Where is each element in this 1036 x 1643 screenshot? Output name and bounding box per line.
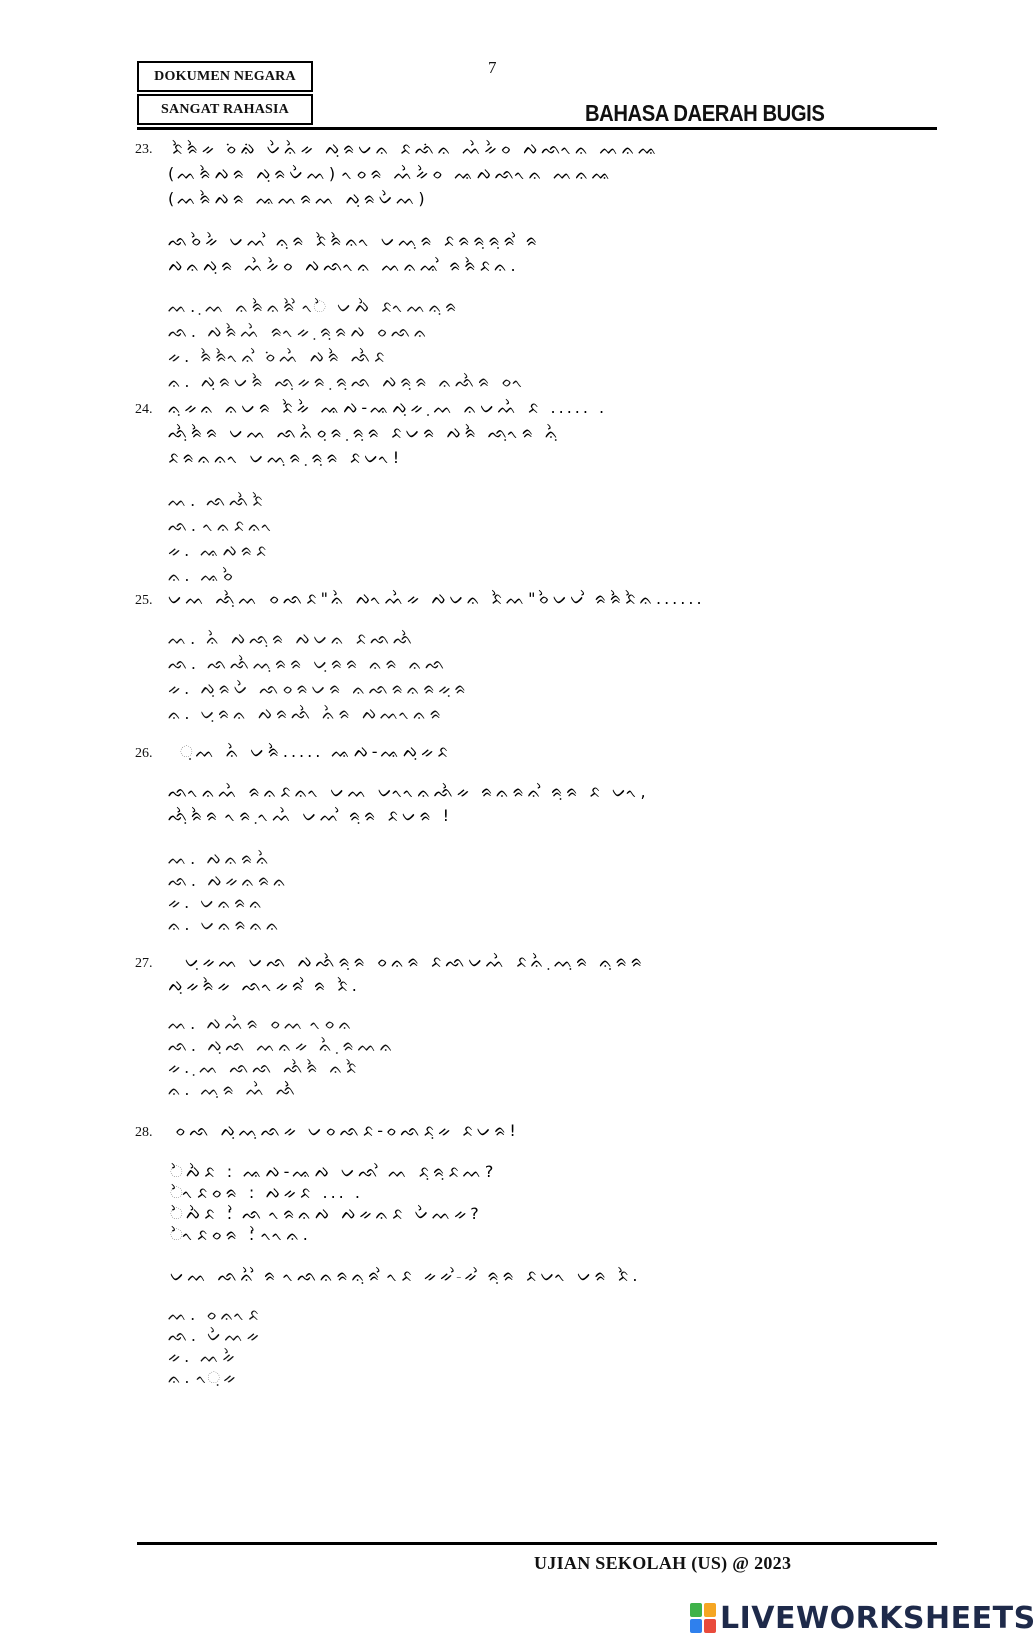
question-text-line: ᨒᨛᨘᨑᨛᨑ ᨆᨓ ᨒᨊᨛᨔᨘᨑ ᨘᨑᨘᨑ ᨅᨆᨑ ᨄᨑᨛ ᨒᨘᨚᨑ ᨊᨘᨛ xyxy=(168,423,562,442)
question-text-line: ᨘᨓ ᨊᨛ ᨆᨑᨛ..... ᨕᨄ-ᨕᨄᨘᨀᨅ xyxy=(180,742,452,761)
answer-option-a[interactable]: ᨓ. ᨊᨛ ᨄᨒᨘᨑ ᨄᨆᨊ ᨅᨒᨒᨛ xyxy=(168,629,416,648)
liveworksheets-logo[interactable] xyxy=(690,1600,1036,1636)
question-text-line: ᨊᨘᨀᨊ ᨊᨆᨑ ᨅᨛᨀᨛ ᨕᨄ-ᨕᨄᨘᨀ ᨘᨓ ᨊᨆᨓᨛ ᨅ ..... . xyxy=(168,398,608,417)
secrecy-label: SANGAT RAHASIA xyxy=(161,101,289,117)
question-text-line: ᨒᨔᨛᨀᨛ ᨆᨓ ᨛᨊᨘᨑ ᨅᨛᨑᨛᨊᨚ ᨆᨓᨘᨑ ᨅᨑᨑᨘᨑᨘᨑ ᨛᨑ xyxy=(168,231,541,250)
answer-option-b[interactable]: ᨒ. ᨄᨘᨒ ᨓᨊᨀ ᨊᨛ ᨘᨑᨓᨊ xyxy=(168,1036,397,1055)
question-number: 25. xyxy=(135,593,153,608)
answer-option-d[interactable]: ᨊ. ᨚᨘᨀ xyxy=(168,1368,240,1387)
dialog-line: ᨛᨄᨛᨅ : ᨛᨒ ᨚᨑᨊᨄ ᨄᨀᨊᨅ ᨆᨛᨓᨀ? xyxy=(170,1204,482,1223)
dialog-line: ᨛᨄᨛᨅ : ᨕᨄ-ᨕᨄ ᨆᨒ ᨛᨓ ᨅᨘᨑᨘᨅᨓ? xyxy=(170,1162,497,1181)
answer-option-a[interactable]: ᨓ. ᨄᨊᨑᨊᨛ xyxy=(168,849,273,868)
footer-rule xyxy=(137,1542,937,1545)
question-text-line: ᨆᨓ ᨒᨛᨘᨓ ᨔᨒᨅ"ᨊᨛ ᨄᨚᨓᨛᨀ ᨄᨆᨊ ᨅᨛᨓ"ᨔᨛᨆᨆ ᨛᨑᨑᨛᨅᨛᨊ...... xyxy=(168,589,705,608)
question-number: 28. xyxy=(135,1125,153,1140)
footer-exam-label: UJIAN SEKOLAH (US) @ 2023 xyxy=(534,1553,792,1573)
answer-option-d[interactable]: ᨊ. ᨄᨘᨑᨆᨑᨛ ᨒᨘᨀᨑ ᨘᨑᨘᨒ ᨄᨑᨘᨑ ᨊᨒᨛᨑ ᨔᨚ xyxy=(168,372,527,391)
logo-wordmark: LIVEWORKSHEETS xyxy=(720,1600,1036,1636)
question-number: 27. xyxy=(135,956,153,971)
answer-option-b[interactable]: ᨒ. ᨒᨒᨛᨓᨘᨑᨑ ᨆᨘᨑᨑ ᨊᨑ ᨊᨒ xyxy=(168,654,449,673)
question-text-line: ᨒᨛᨘᨑᨛᨑ ᨚᨑ ᨘᨚᨓᨛ ᨆᨓ ᨛᨑᨘᨑ ᨅᨆᨑ ! xyxy=(168,806,453,825)
subject-title: BAHASA DAERAH BUGIS xyxy=(585,100,825,126)
answer-option-a[interactable]: ᨓ. ᨒᨒᨛᨅᨛ xyxy=(168,491,267,510)
document-classification-box xyxy=(137,61,313,92)
question-text-line: ᨅᨑᨊᨊᨚ ᨆᨓᨘᨑ ᨘᨑᨘᨑ ᨅᨆᨚ! xyxy=(168,448,403,467)
answer-option-a[interactable]: ᨓ. ᨘᨓ ᨊᨑᨛᨊᨑᨛ ᨛᨚᨛ ᨆᨄᨛ ᨅᨚᨓᨊᨘᨑ xyxy=(168,297,461,316)
question-text-line: (ᨓᨑᨛᨄᨑ ᨕᨓᨑᨓ ᨄᨘᨑᨆᨛᨓ) xyxy=(168,189,428,208)
question-text-line: ᨅᨛᨑᨛᨀ ᨔᨗᨁᨗ ᨆᨛᨊᨛᨀ ᨄᨘᨑᨆᨊ ᨅᨒᨗᨊ ᨓᨛᨀᨛᨔ ᨄᨒᨚᨊ ᨓᨊᨕ xyxy=(172,139,661,158)
logo-mark-icon xyxy=(690,1603,716,1633)
page-number: 7 xyxy=(488,58,497,77)
answer-option-d[interactable]: ᨊ. ᨆᨘᨑᨊ ᨄᨑᨒᨛ ᨊᨛᨑ ᨄᨓᨚᨊᨑ xyxy=(168,704,445,723)
answer-option-c[interactable]: ᨀ. ᨘᨓ ᨒᨒ ᨒᨛᨑᨛ ᨊᨅᨛ xyxy=(168,1058,361,1077)
answer-option-b[interactable]: ᨒ. ᨆᨛᨓᨀ xyxy=(168,1326,263,1345)
question-text-line: ᨒᨚᨊᨓᨛ ᨑᨊᨅᨊᨚ ᨆᨓ ᨆᨚᨚᨊᨒᨛᨀ ᨑᨊᨑᨊ ᨛᨑᨘᨑ ᨅ ᨆᨚ, xyxy=(168,782,649,801)
logo-tile xyxy=(704,1619,716,1633)
logo-tile xyxy=(690,1619,702,1633)
answer-option-d[interactable]: ᨊ. ᨆᨊᨑᨊᨊ xyxy=(168,915,283,934)
question-number: 26. xyxy=(135,746,153,761)
question-text-line: ᨔᨒ ᨄᨘᨓᨘᨒᨀ ᨆᨔᨒᨅ-ᨔᨒᨅᨘᨀ ᨅᨆᨑ! xyxy=(175,1121,519,1140)
dialog-line: ᨛᨚᨅᨔᨑ : ᨄᨀᨅ ... . xyxy=(170,1183,363,1202)
question-text-line: ᨆᨘᨀᨓ ᨆᨒ ᨄᨒᨛᨑᨘᨑ ᨔᨊᨑ ᨅᨒᨆᨓᨛ ᨅᨊᨛ ᨘᨓᨘᨑ ᨊᨘᨑᨑ xyxy=(185,952,646,971)
answer-option-c[interactable]: ᨀ. ᨓᨀᨛ xyxy=(168,1347,239,1366)
dialog-line: ᨛᨚᨅᨔᨑ : ᨛᨚᨚᨊ. xyxy=(170,1225,311,1244)
answer-option-b[interactable]: ᨒ. ᨄᨑᨛᨓᨛ ᨑᨚᨀ ᨘᨑᨘᨑᨄ ᨔᨒᨊ xyxy=(168,322,431,341)
question-number: 23. xyxy=(135,142,153,157)
secrecy-box xyxy=(137,94,313,125)
answer-option-c[interactable]: ᨀ. ᨑᨛᨑᨛᨚᨊ ᨛᨔᨗᨓᨛ ᨄᨑᨛ ᨒᨛᨅ xyxy=(168,347,389,366)
answer-option-d[interactable]: ᨊ. ᨓᨘᨑ ᨓᨛ ᨒᨛᨛ xyxy=(168,1080,299,1099)
answer-option-c[interactable]: ᨀ. ᨕᨄᨑᨅ xyxy=(168,541,271,560)
answer-option-a[interactable]: ᨓ. ᨄᨓᨛᨑ ᨔᨓ ᨚᨔᨊ xyxy=(168,1014,356,1033)
answer-option-b[interactable]: ᨒ. ᨚᨊᨅᨊᨚ xyxy=(168,516,276,535)
answer-option-a[interactable]: ᨓ. ᨔᨊᨚᨅ xyxy=(168,1305,263,1324)
question-text-line: ᨄᨘᨀᨑᨛᨀ ᨒᨚᨀᨑ ᨛᨑ ᨅᨛ. xyxy=(168,976,360,995)
classification-label: DOKUMEN NEGARA xyxy=(154,68,296,84)
header-rule xyxy=(137,127,937,130)
question-text-line: ᨆᨓ ᨒᨊᨛ ᨛᨑ ᨚᨒᨊᨑᨊᨘᨑ ᨛᨚᨅ ᨀᨀ-ᨛᨀ ᨛᨑᨘᨑ ᨅᨆᨚ ᨆᨑ ᨅᨛ. xyxy=(170,1266,641,1285)
question-text-line: ᨄᨊᨄᨘᨑ ᨓᨛᨀᨛᨔ ᨄᨒᨚᨊ ᨓᨊᨕ ᨛᨑᨑᨛᨅᨊ. xyxy=(168,256,519,275)
logo-tile xyxy=(690,1603,702,1617)
answer-option-c[interactable]: ᨀ. ᨆᨊᨑᨊ xyxy=(168,893,266,912)
question-number: 24. xyxy=(135,402,153,417)
answer-option-d[interactable]: ᨊ. ᨕᨔᨛ xyxy=(168,566,237,585)
answer-option-b[interactable]: ᨒ. ᨄᨀᨊᨑᨊ xyxy=(168,871,290,890)
logo-tile xyxy=(704,1603,716,1617)
question-text-line: (ᨓᨑᨛᨄᨑ ᨄᨘᨑᨆᨛᨓ) ᨚᨔᨑ ᨓᨛᨀᨛᨔ ᨕᨄᨒᨚᨊ ᨓᨊᨕ xyxy=(168,164,614,183)
answer-option-c[interactable]: ᨀ. ᨄᨘᨑᨆᨛ ᨒᨔᨑᨆᨑ ᨊᨒᨑᨊᨑᨀᨘᨑ xyxy=(168,679,470,698)
